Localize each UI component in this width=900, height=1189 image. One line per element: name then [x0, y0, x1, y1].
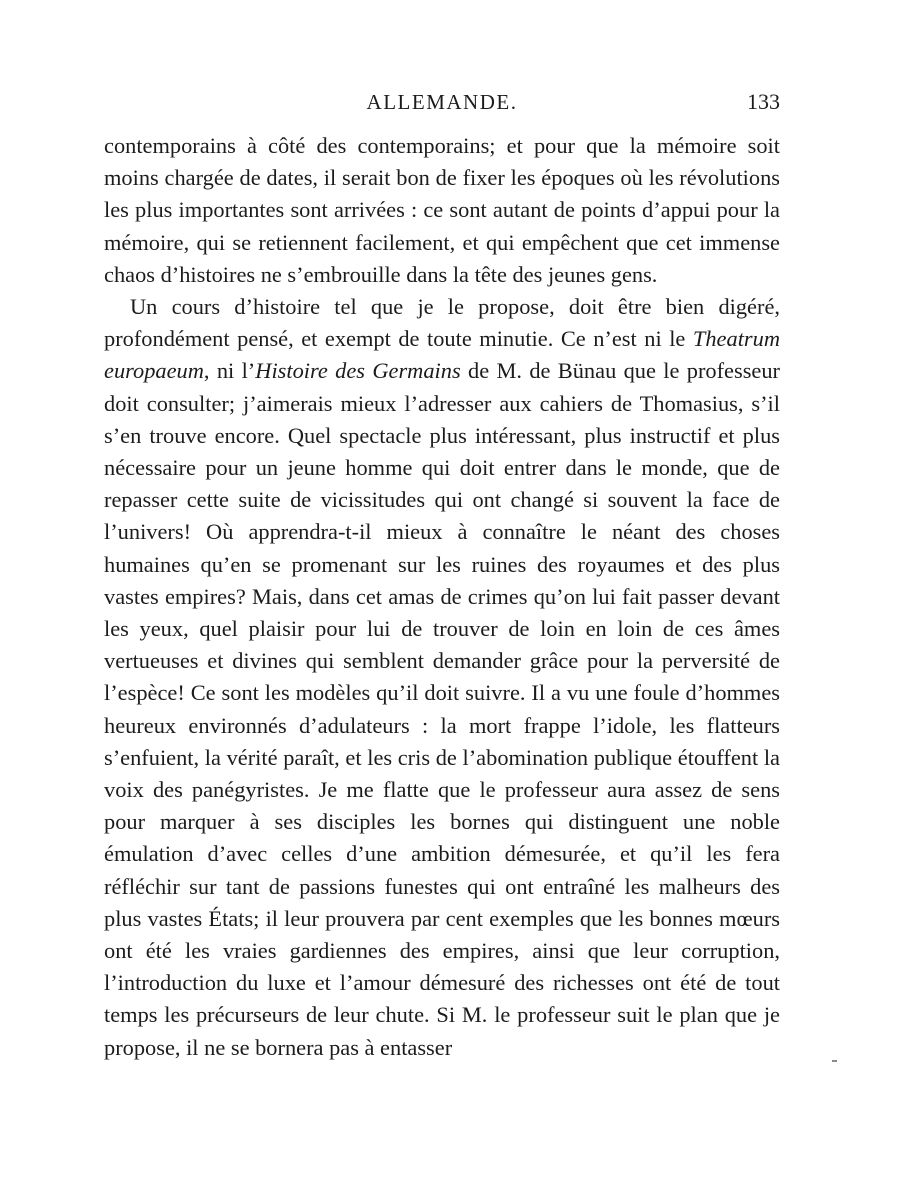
- text-run: de M. de Bünau que le professeur doit consulter; j’aimerais mieux l’adresser aux cahiers de Thomasius, s’il s’en trouve encore. Quel spectacle plus intéressant, plus instructif et plus nécessaire pour un jeune homme qui doit entrer dans le monde, que de repasser cette suite de vicissitudes qui ont changé si souvent la face de l’univers! Où apprendra-t-il mieux à connaître le néant des choses humaines qu’en se promenant sur les ruines des royaumes et des plus vastes empires? Mais, dans cet amas de crimes qu’on lui fait passer devant les yeux, quel plaisir pour lui de trouver de loin en loin de ces âmes vertueuses et divines qui semblent demander grâce pour la perversité de l’espèce! Ce sont les modèles qu’il doit suivre. Il a vu une foule d’hommes heureux environnés d’adulateurs : la mort frappe l’idole, les flatteurs s’enfuient, la vérité paraît, et les cris de l’abomination publique étouffent la voix des panégyristes. Je me flatte que le professeur aura assez de sens pour marquer à ses disciples les bornes qui distinguent une noble émulation d’avec celles d’une ambition démesurée, et qu’il les fera réfléchir sur tant de passions funestes qui ont entraîné les malheurs des plus vastes États; il leur prouvera par cent exemples que les bonnes mœurs ont été les vraies gardiennes des empires, ainsi que leur corruption, l’introduction du luxe et l’amour démesuré des richesses ont été de tout temps les précurseurs de leur chute. Si M. le professeur suit le plan que je propose, il ne se bornera pas à entasser: [104, 358, 781, 1060]
- paragraph: contemporains à côté des contemporains; et pour que la mémoire soit moins chargée de dates, il serait bon de fixer les époques où les révolutions les plus importantes sont arrivées : ce sont autant de points d’appui pour la mémoire, qui se retiennent facilement, et qui empêchent que cet immense chaos d’histoires ne s’embrouille dans la tête des jeunes gens.: [104, 133, 780, 287]
- ink-speck: [832, 1060, 837, 1062]
- running-head: [104, 86, 780, 118]
- page-number: 133: [747, 89, 780, 114]
- running-title: ALLEMANDE.: [366, 90, 518, 114]
- paragraph: [104, 291, 780, 1064]
- italic-title: Theatrum europaeum: [104, 326, 780, 384]
- text-run: Un cours d’histoire tel que je le propose, doit être bien digéré, profondément pensé, et exempt de toute minutie. Ce n’est ni le: [104, 294, 780, 352]
- body-text: [104, 130, 780, 1064]
- text-run: , ni l’: [203, 358, 256, 384]
- italic-title: Histoire des Germains: [255, 358, 461, 384]
